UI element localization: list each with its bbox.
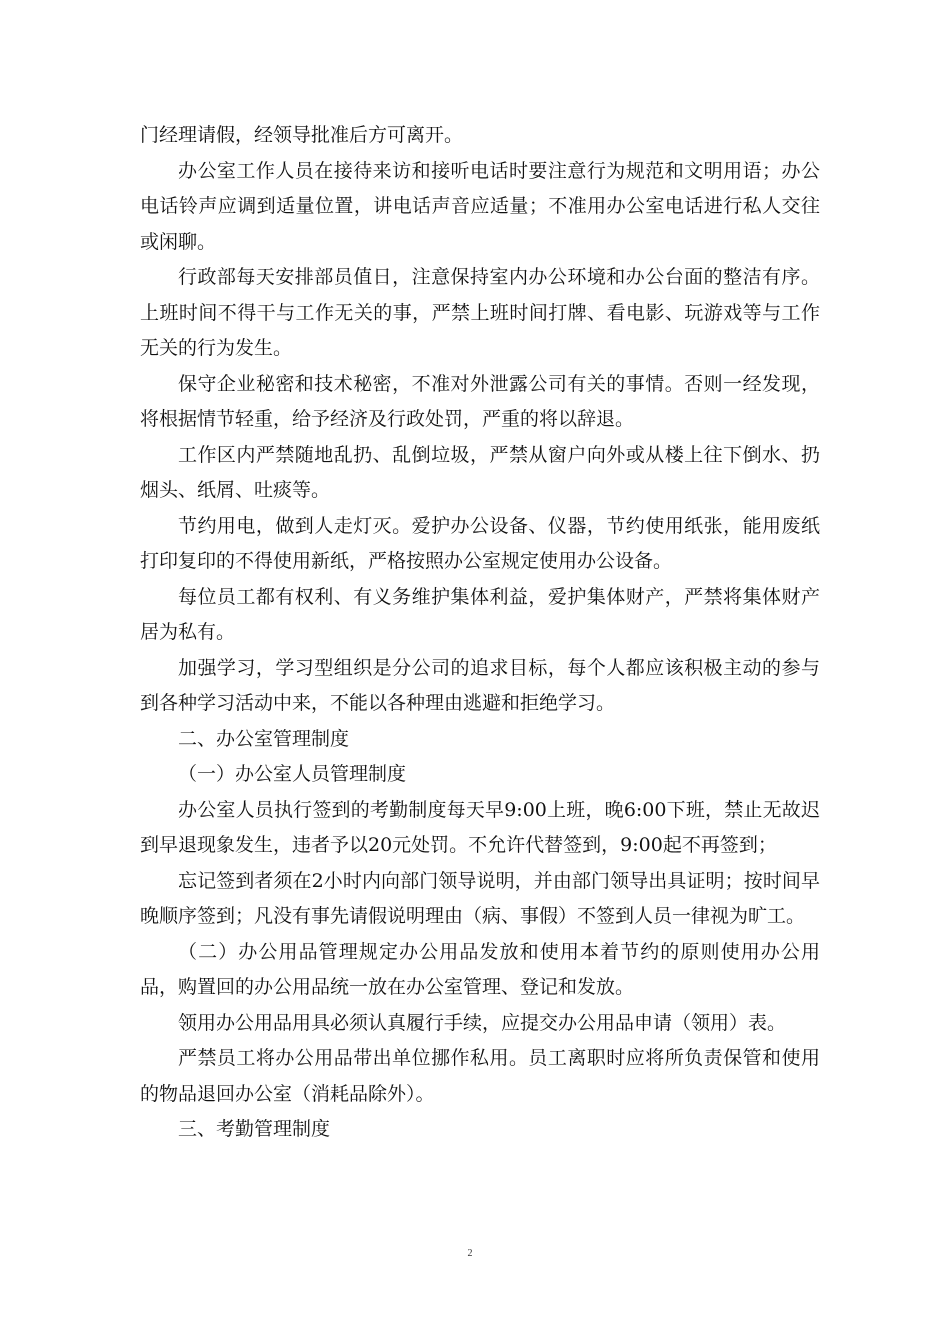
- document-page: [140, 118, 820, 1148]
- paragraph: 加强学习，学习型组织是分公司的追求目标，每个人都应该积极主动的参与到各种学习活动中来，不能以各种理由逃避和拒绝学习。: [140, 656, 820, 714]
- paragraph: 办公室工作人员在接待来访和接听电话时要注意行为规范和文明用语；办公电话铃声应调到适量位置，讲电话声音应适量；不准用办公室电话进行私人交往或闲聊。: [140, 159, 820, 253]
- paragraph: 忘记签到者须在2小时内向部门领导说明，并由部门领导出具证明；按时间早晚顺序签到；凡没有事先请假说明理由（病、事假）不签到人员一律视为旷工。: [140, 869, 820, 927]
- paragraph: 门经理请假，经领导批准后方可离开。: [140, 124, 464, 146]
- section-heading: 三、考勤管理制度: [178, 1118, 331, 1140]
- paragraph: 工作区内严禁随地乱扔、乱倒垃圾，严禁从窗户向外或从楼上往下倒水、扔烟头、纸屑、吐痰等。: [140, 443, 820, 501]
- paragraph: 行政部每天安排部员值日，注意保持室内办公环境和办公台面的整洁有序。上班时间不得干与工作无关的事，严禁上班时间打牌、看电影、玩游戏等与工作无关的行为发生。: [140, 266, 820, 359]
- paragraph: 办公室人员执行签到的考勤制度每天早9:00上班，晚6:00下班，禁止无故迟到早退现象发生，违者予以20元处罚。不允许代替签到，9:00起不再签到；: [140, 798, 820, 856]
- section-heading: 二、办公室管理制度: [178, 727, 350, 750]
- paragraph: 保守企业秘密和技术秘密，不准对外泄露公司有关的事情。否则一经发现，将根据情节轻重，给予经济及行政处罚，严重的将以辞退。: [140, 372, 820, 430]
- paragraph: 领用办公用品用具必须认真履行手续，应提交办公用品申请（领用）表。: [178, 1011, 787, 1034]
- paragraph: 每位员工都有权利、有义务维护集体利益，爱护集体财产，严禁将集体财产居为私有。: [140, 585, 820, 643]
- subsection-heading: （一）办公室人员管理制度: [178, 763, 407, 785]
- paragraph: 严禁员工将办公用品带出单位挪作私用。员工离职时应将所负责保管和使用的物品退回办公室（消耗品除外）。: [140, 1047, 820, 1105]
- paragraph: 节约用电，做到人走灯灭。爱护办公设备、仪器，节约使用纸张，能用废纸打印复印的不得使用新纸，严格按照办公室规定使用办公设备。: [140, 514, 820, 572]
- page-number: 2: [467, 1248, 473, 1259]
- paragraph: （二）办公用品管理规定办公用品发放和使用本着节约的原则使用办公用品，购置回的办公用品统一放在办公室管理、登记和发放。: [140, 940, 820, 998]
